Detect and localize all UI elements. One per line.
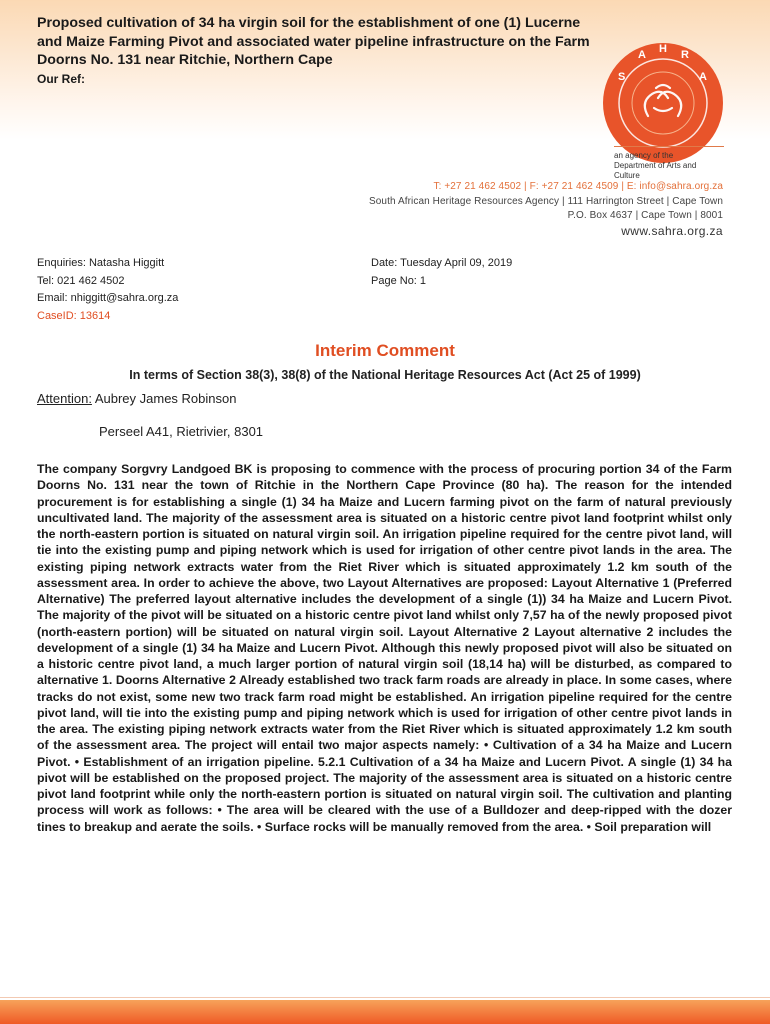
department-line: Department of Arts and Culture	[614, 161, 697, 180]
attention-name: Aubrey James Robinson	[91, 391, 237, 406]
page-number: Page No: 1	[371, 274, 427, 287]
date-line: Date: Tuesday April 09, 2019	[371, 257, 513, 269]
agency-line: an agency of the	[614, 151, 674, 160]
contact-block	[369, 180, 723, 238]
contact-website: www.sahra.org.za	[621, 223, 723, 238]
logo-letter: R	[681, 49, 689, 61]
email-line: Email: nhiggitt@sahra.org.za	[37, 292, 179, 304]
contact-address: South African Heritage Resources Agency | 111 Harrington Street | Cape Town	[369, 195, 723, 207]
our-ref-label: Our Ref:	[37, 72, 85, 86]
date-block	[371, 255, 512, 290]
recipient-address: Perseel A41, Rietrivier, 8301	[99, 424, 264, 439]
enquiries-block	[37, 255, 178, 325]
logo-letter: H	[659, 43, 667, 55]
logo-letter: A	[638, 49, 646, 61]
comment-subheading: In terms of Section 38(3), 38(8) of the National Heritage Resources Act (Act 25 of 1999)	[129, 368, 641, 382]
agency-note	[614, 146, 724, 181]
comment-heading: Interim Comment	[315, 341, 455, 360]
logo-letter: S	[618, 71, 626, 83]
tel-line: Tel: 021 462 4502	[37, 274, 125, 287]
case-id: CaseID: 13614	[37, 309, 111, 322]
logo-letter: A	[699, 71, 707, 83]
contact-phones: T: +27 21 462 4502 | F: +27 21 462 4509 | E: info@sahra.org.za	[433, 181, 723, 192]
attention-line	[37, 391, 236, 406]
footer-divider	[0, 997, 770, 998]
attention-label: Attention:	[37, 391, 92, 406]
footer-band	[0, 1000, 770, 1024]
document-title: Proposed cultivation of 34 ha virgin soil for the establishment of one (1) Lucerne and Maize Farming Pivot and associated water pipeline infrastructure on the Farm Doorns No. 131 near Ritchie, Northern Cape	[37, 15, 590, 68]
contact-po-box: P.O. Box 4637 | Cape Town | 8001	[567, 210, 723, 221]
enquiries-line: Enquiries: Natasha Higgitt	[37, 257, 165, 269]
comment-body: The company Sorgvry Landgoed BK is proposing to commence with the process of procuring portion 34 of the Farm Doorns No. 131 near the town of Ritchie in the Northern Cape Province (80 ha). The reason for the intended procurement is for establishing a single (1) 34 ha Maize and Lucern farming pivot on the farm of natural previously uncultivated land. The majority of the assessment area is situated on a historic centre pivot land footprint whilst only the north-eastern portion is situated on natural virgin soil. An irrigation pipeline required for the centre pivot land, will tie into the existing pump and piping network which is used for irrigation of other centre pivot lands in the area. The existing piping network extracts water from the Riet River which is situated approximately 1.2 km south of the assessment area. In order to achieve the above, two Layout Alternatives are proposed: Layout Alternative 1 (Preferred Alternative) The preferred layout alternative includes the development of a single (1)) 34 ha Maize and Lucern Pivot. The majority of the pivot will be situated on a historic centre pivot land whilst only 7,57 ha of the newly proposed pivot (north-eastern portion) will be situated on natural virgin soil. Layout Alternative 2 Layout alternative 2 includes the development of a single (1) 34 ha Maize and Lucern Pivot. Although this newly proposed pivot will also be situated on a historic centre pivot land, a much larger portion of natural virgin soil (18,14 ha) will be disturbed, as compared to alternative 1. Doorns Alternative 2 Already established two track farm roads are already in place. In some cases, where tracks do not exist, some new two track farm road might be established. An irrigation pipeline required for the centre pivot land, will tie into the existing pump and piping network which is used for irrigation of other centre pivot lands in the area. The existing piping network extracts water from the Riet River which is situated approximately 1.2 km south of the assessment area. The project will entail two major aspects namely: • Cultivation of a 34 ha Maize and Lucern Pivot. • Establishment of an irrigation pipeline. 5.2.1 Cultivation of a 34 ha Maize and Lucern Pivot. A single (1) 34 ha pivot will be established on the proposed project. The majority of the assessment area is situated on a historic centre pivot land footprint while only the north-eastern portion is situated on natural virgin soil. The cultivation and planting process will work as follows: • The area will be cleared with the use of a Bulldozer and deep-ripped with the dozer tines to breakup and aerate the soils. • Surface rocks will be manually removed from the area. • Soil preparation will	[37, 462, 732, 834]
